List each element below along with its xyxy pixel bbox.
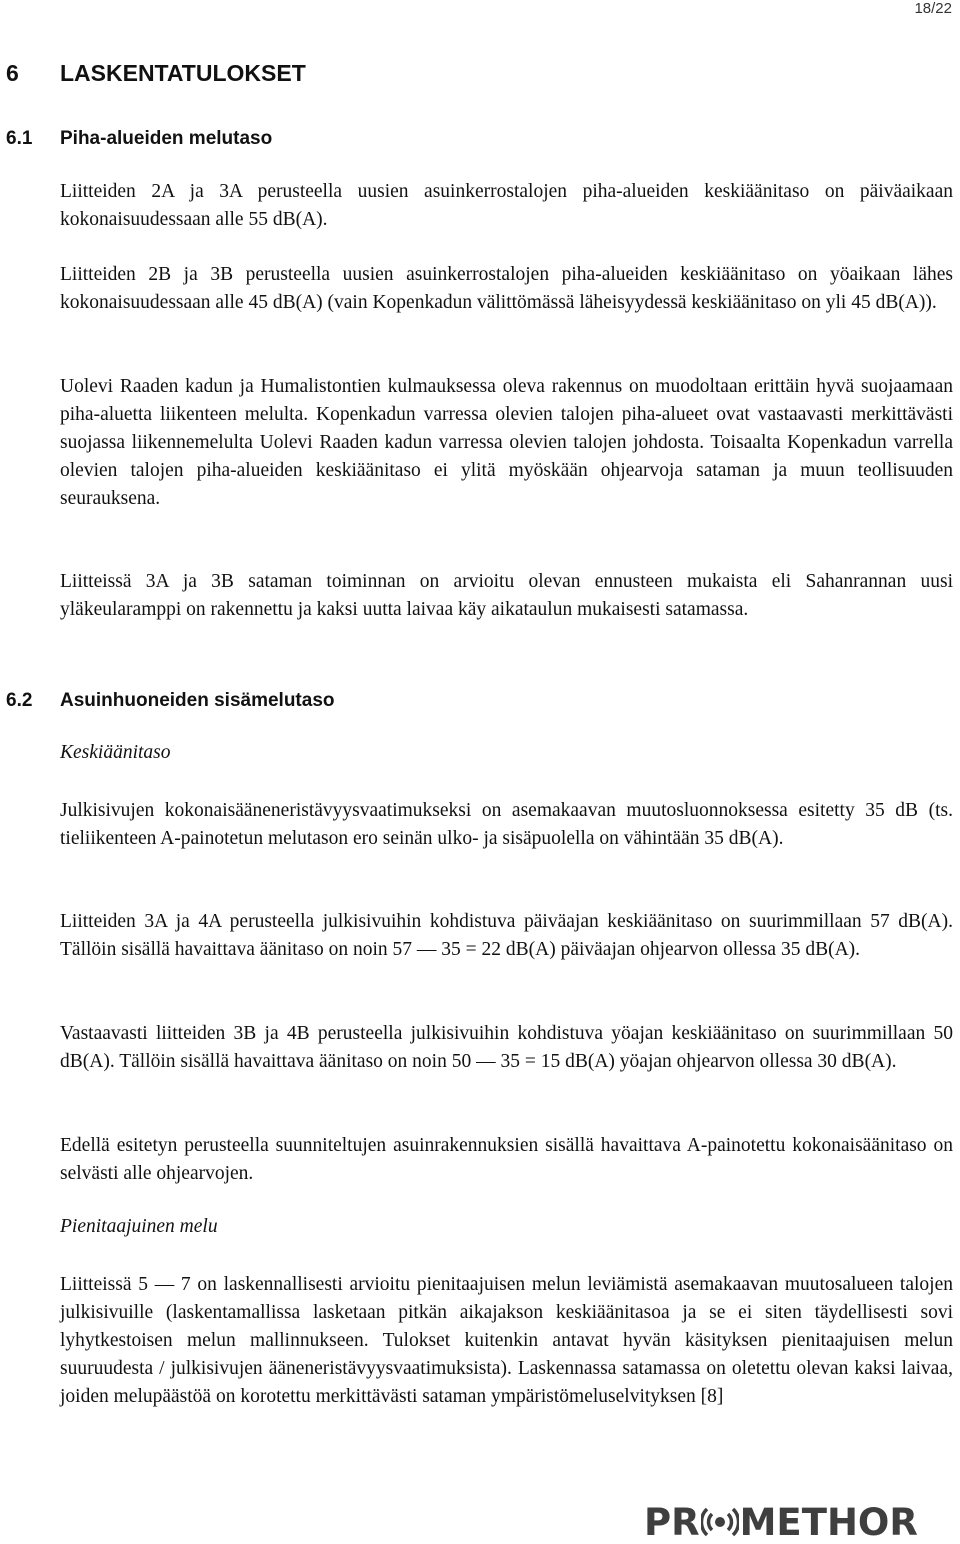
paragraph: Vastaavasti liitteiden 3B ja 4B perusteella julkisivuihin kohdistuva yöajan keskiäänitaso on suurimmillaan 50 dB(A). Tällöin sisällä havaittava äänitaso on noin 50 — 35 = 15 dB(A) yöajan ohjearvon ollessa 30 dB(A). xyxy=(60,1023,953,1072)
paragraph: Liitteissä 5 — 7 on laskennallisesti arvioitu pienitaajuisen melun leviämistä asemakaavan muutosalueen talojen julkisivuille (laskentamallissa lasketaan pitkän aikajakson keskiäänitasoa ja se ei siten täydellisesti sovi lyhytkestoisen melun mallinnukseen. Tulokset kuitenkin antavat hyvän käsityksen pienitaajuisen melun suuruudesta / julkisivujen ääneneristävyysvaatimuksista). Laskennassa satamassa on oletettu olevan kaksi laivaa, joiden melupäästöä on korotettu merkittävästi sataman ympäristömeluselvityksen [8] xyxy=(60,1274,953,1407)
logo-text-end: METHOR xyxy=(739,1500,918,1544)
promethor-logo xyxy=(644,1500,918,1544)
subheading-keskiaanitaso: Keskiäänitaso xyxy=(60,742,171,763)
subsection-heading-6-1 xyxy=(6,128,272,150)
section-title: LASKENTATULOKSET xyxy=(60,60,306,86)
section-number: 6 xyxy=(6,60,19,86)
paragraph: Liitteissä 3A ja 3B sataman toiminnan on arvioitu olevan ennusteen mukaista eli Sahanrannan uusi yläkeularamppi on rakennettu ja kaksi uutta laivaa käy aikataulun mukaisesti satamassa. xyxy=(60,571,953,620)
paragraph: Uolevi Raaden kadun ja Humalistontien kulmauksessa oleva rakennus on muodoltaan erittäin hyvä suojaamaan piha-aluetta liikenteen melulta. Kopenkadun varressa olevien talojen piha-alueet ovat vastaavasti merkittävästi suojassa liikennemelulta Uolevi Raaden kadun varressa olevien talojen johdosta. Toisaalta Kopenkadun varrella olevien talojen piha-alueiden keskiäänitaso ei ylitä myöskään ohjearvoja sataman ja muun teollisuuden seurauksena. xyxy=(60,376,953,509)
subsection-number: 6.2 xyxy=(6,690,33,711)
section-heading xyxy=(6,60,306,87)
logo-signal-icon xyxy=(701,1503,739,1541)
paragraph: Liitteiden 2B ja 3B perusteella uusien asuinkerrostalojen piha-alueiden keskiäänitaso on yöaikaan lähes kokonaisuudessaan alle 45 dB(A) (vain Kopenkadun välittömässä läheisyydessä keskiäänitaso on yli 45 dB(A)). xyxy=(60,264,953,313)
subsection-number: 6.1 xyxy=(6,128,33,149)
logo-text-start: PR xyxy=(644,1500,700,1544)
page-number: 18/22 xyxy=(914,0,952,17)
paragraph: Liitteiden 2A ja 3A perusteella uusien asuinkerrostalojen piha-alueiden keskiäänitaso on päiväaikaan kokonaisuudessaan alle 55 dB(A). xyxy=(60,181,953,230)
paragraph: Edellä esitetyn perusteella suunniteltujen asuinrakennuksien sisällä havaittava A-painotettu kokonaisäänitaso on selvästi alle ohjearvojen. xyxy=(60,1135,953,1184)
subsection-title: Asuinhuoneiden sisämelutaso xyxy=(60,690,335,711)
subheading-pienitaajuinen-melu: Pienitaajuinen melu xyxy=(60,1216,218,1237)
subsection-heading-6-2 xyxy=(6,690,335,712)
paragraph: Liitteiden 3A ja 4A perusteella julkisivuihin kohdistuva päiväajan keskiäänitaso on suurimmillaan 57 dB(A). Tällöin sisällä havaittava äänitaso on noin 57 — 35 = 22 dB(A) päiväajan ohjearvon ollessa 35 dB(A). xyxy=(60,911,953,960)
paragraph: Julkisivujen kokonaisääneneristävyysvaatimukseksi on asemakaavan muutosluonnoksessa esitetty 35 dB (ts. tieliikenteen A-painotetun melutason ero seinän ulko- ja sisäpuolella on vähintään 35 dB(A). xyxy=(60,800,953,849)
subsection-title: Piha-alueiden melutaso xyxy=(60,128,273,149)
